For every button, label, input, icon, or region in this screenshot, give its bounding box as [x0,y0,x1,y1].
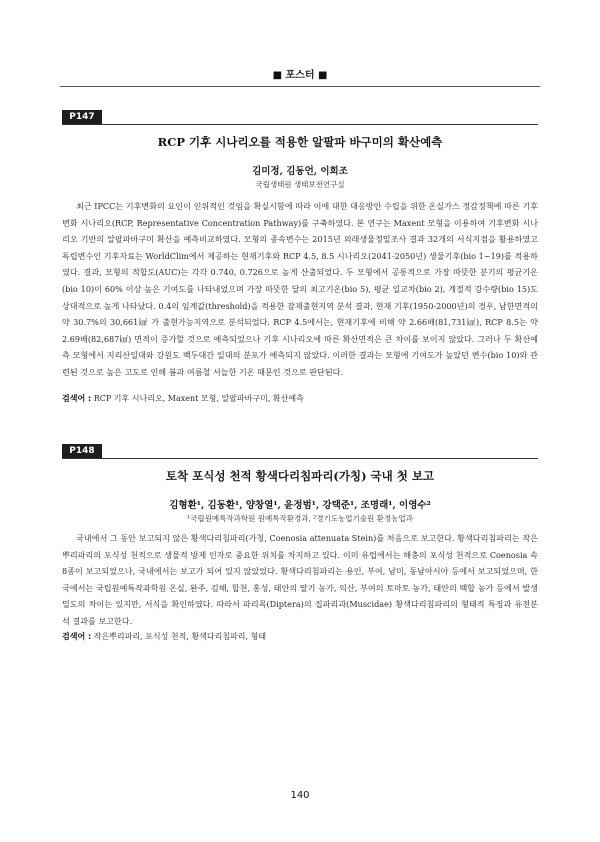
keywords-label: 검색어 : [62,394,92,403]
keywords-text: 작은뿌리파리, 포식성 천적, 황색다리침파리, 형태 [93,632,267,641]
abstract-text: 국내에서 그 동안 보고되지 않은 황색다리침파리(가칭, Coenosia attenuata Stein)를 처음으로 보고한다. 황색다리침파리는 작은뿌리파리의 포식성 천적으로 생물적 방제 인자로 중요한 위치를 차지하고 있다. 이미 유럽에서는 해충의 포식성 천적으로 Coenosia 속 8종이 보고되었으나, 국내에서는 보고가 되어 있지 않았었다. 황색다리침파리는 용인, 부여, 남미, 동남아시아 등에서 보고되었으며, 한국에서는 국립원예특작과학원 온실, 완주, 김해, 합천, 홍성, 태안의 딸기 농가, 익산, 부여의 토마토 농가, 태안의 백합 농가 등에서 발생밀도의 차이는 있지만, 서식을 확인하였다. 따라서 파리목(Diptera)의 집파리과(Muscidae) 황색다리침파리의 형태적 특징과 유전분석 결과를 보고한다. [62,533,538,626]
article-divider [62,124,538,125]
article-authors: 김형환¹, 김동환¹, 양창열¹, 윤정범¹, 강택준¹, 조명래¹, 이영수² [169,500,431,511]
article-title: RCP 기후 시나리오를 적용한 알팔파 바구미의 확산예측 [157,135,443,149]
article-abstract [62,530,538,630]
keywords-text: RCP 기후 시나리오, Maxent 모형, 알팔파바구미, 확산예측 [93,394,304,403]
article-affiliation: ¹국립원예특작과학원 원예특작환경과, ²경기도농업기술원 환경농업과 [187,514,413,523]
section-header: ■ 포스터 ■ [272,70,328,81]
article-tag-p148: P148 [62,444,102,458]
header-divider [60,86,540,87]
article-keywords [62,393,538,404]
abstract-text: 최근 IPCC는 기후변화의 요인이 인위적인 것임을 확실시함에 따라 이에 대한 대응방안 수립을 위한 온실가스 정감정책에 따른 기후변화 시나리오(RCP, Representative Concentration Pathway)를 구축하였다. 본 연구는 Maxent 모형을 이용하여 기후변화 시나리오 기반의 알팔파바구미 확산을 예측비교하였다. 모형의 종속변수는 2015년 외래생물정밀조사 결과 32개의 서식지점을 활용하였고 독립변수인 기후자료는 WorldClim에서 제공하는 현재기후와 RCP 4.5, 8.5 시나리오(2041-2050년) 생물기후(bio 1~19)를 적용하였다. 결과, 모형의 적합도(AUC)는 각각 0.740, 0.726으로 높게 산출되었다. 두 모형에서 공통적으로 가장 따뜻한 분기의 평균기온(bio 10)이 60% 이상 높은 기여도를 나타내었으며 가장 따뜻한 달의 최고기온(bio 5), 평균 일교차(bio 2), 계절적 강수량(bio 15)도 상대적으로 높게 나타났다. 0.4의 임계값(threshold)을 적용한 잠재출현지역 분석 결과, 현재 기후(1950-2000년)의 경우, 남한면적의 약 30.7%의 30,661㎢ 가 출현가능지역으로 분석되었다. RCP 4.5에서는, 현재기후에 비해 약 2.66배(81,731㎢), RCP 8.5는 약 2.69배(82,687㎢) 면적이 증가할 것으로 예측되었으나 기후 시나리오에 따른 확산면적은 큰 차이를 보이지 않았다. 그러나 두 확산예측 모형에서 지리산일대와 강원도 백두대간 일대의 분포가 예측되지 않았다. 이러한 결과는 모형에 기여도가 높았던 변수(bio 10)와 관련된 것으로 높은 고도로 인해 봄과 여름철 서늘한 기온 때문인 것으로 판단된다. [62,201,538,377]
article-abstract [62,198,538,381]
keywords-label: 검색어 : [62,632,92,641]
article-divider [62,458,538,459]
article-keywords [62,631,538,642]
article-affiliation: 국립생태원 생태보전연구실 [255,180,345,189]
page-number: 140 [290,790,310,801]
article-authors: 김미정, 김동언, 이희조 [252,166,348,177]
article-title: 토착 포식성 천적 황색다리침파리(가칭) 국내 첫 보고 [165,469,435,483]
article-tag-p147: P147 [62,110,102,124]
